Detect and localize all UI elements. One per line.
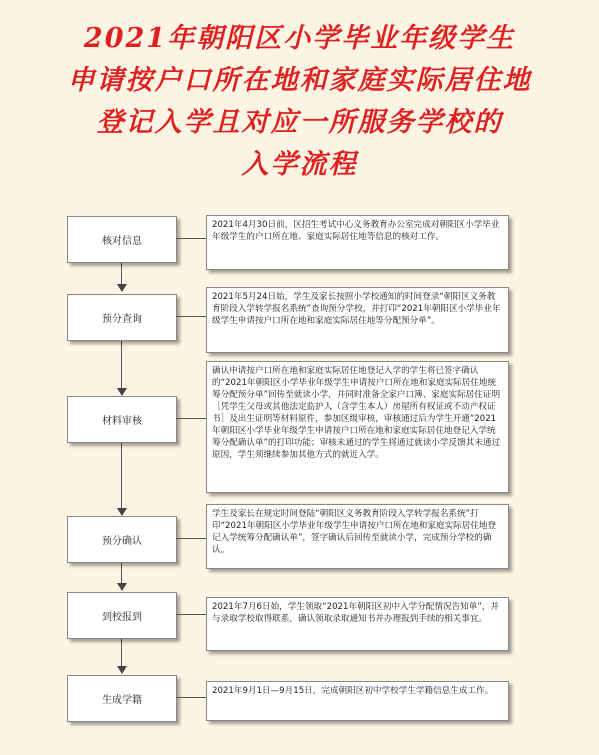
step-pre-assignment-confirm bbox=[67, 516, 177, 563]
connector-line bbox=[176, 238, 206, 239]
step-description: 确认申请按户口所在地和家庭实际居住地登记入学的学生将已签字确认的“2021年朝阳区小学毕业年级学生申请按户口所在地和家庭实际居住地统筹分配预分单”回传至就读小学，并同时准备全家户口簿、家庭实际居住证明［凭学生父母或其他法定监护人（含学生本人）房屋所有权证或不动产权证书］及出生证明等材料原件，参加区级审核，审核通过后为学生开通“2021年朝阳区小学毕业年级学生申请按户口所在地和家庭实际居住地登记入学统筹分配确认单”的打印功能；审核未通过的学生将通过就读小学反馈其未通过原因，学生须继续参加其他方式的就近入学。 bbox=[206, 361, 509, 493]
step-description: 2021年5月24日始，学生及家长按照小学校通知的时间登录“朝阳区义务教育阶段入学转学报名系统”查询预分学校，并打印“2021年朝阳区小学毕业年级学生申请按户口所在地和家庭实际居住地等分配预分单”。 bbox=[206, 287, 509, 353]
step-label: 到校报到 bbox=[102, 612, 142, 623]
step-label: 生成学籍 bbox=[102, 695, 142, 706]
title-line-2: 申请按户口所在地和家庭实际居住地 bbox=[67, 65, 532, 96]
step-verify-info bbox=[67, 216, 177, 263]
title-line-4: 入学流程 bbox=[241, 149, 358, 180]
step-label: 预分查询 bbox=[102, 314, 142, 325]
step-description: 2021年7月6日始，学生领取“2021年朝阳区初中入学分配情况告知单”，并与录取学校取得联系，确认领取录取通知书并办理报到手续的相关事宜。 bbox=[206, 597, 509, 651]
connector-line bbox=[121, 340, 122, 388]
step-generate-student-record bbox=[67, 675, 177, 722]
connector-line bbox=[176, 614, 206, 615]
step-school-registration bbox=[67, 592, 177, 639]
title-line-3: 登记入学且对应一所服务学校的 bbox=[96, 107, 503, 138]
step-label: 材料审核 bbox=[102, 416, 142, 427]
connector-line bbox=[121, 561, 122, 583]
arrow-down-icon bbox=[117, 508, 127, 516]
connector-line bbox=[176, 316, 206, 317]
connector-line bbox=[121, 638, 122, 666]
arrow-down-icon bbox=[117, 284, 127, 292]
arrow-down-icon bbox=[117, 583, 127, 591]
step-pre-assignment-query bbox=[67, 294, 177, 341]
connector-line bbox=[176, 538, 206, 539]
connector-line bbox=[121, 442, 122, 508]
step-description: 2021年4月30日前，区招生考试中心义务教育办公室完成对朝阳区小学毕业年级学生的户口所在地、家庭实际居住地等信息的核对工作。 bbox=[206, 215, 509, 270]
arrow-down-icon bbox=[117, 666, 127, 674]
page-title bbox=[0, 18, 599, 186]
step-description: 2021年9月1日—9月15日，完成朝阳区初中学校学生学籍信息生成工作。 bbox=[206, 681, 509, 721]
connector-line bbox=[121, 262, 122, 284]
step-material-review bbox=[67, 396, 177, 443]
step-description: 学生及家长在规定时间登陆“朝阳区义务教育阶段入学转学报名系统”打印“2021年朝阳区小学毕业年级学生申请按户口所在地和家庭实际居住地登记入学统筹分配确认单”，签字确认后回传至就读小学，完成预分学校的确认。 bbox=[206, 504, 509, 569]
step-label: 预分确认 bbox=[102, 536, 142, 547]
step-label: 核对信息 bbox=[102, 236, 142, 247]
title-line-1: 2021年朝阳区小学毕业年级学生 bbox=[83, 23, 516, 54]
arrow-down-icon bbox=[117, 388, 127, 396]
connector-line bbox=[176, 418, 206, 419]
connector-line bbox=[176, 697, 206, 698]
